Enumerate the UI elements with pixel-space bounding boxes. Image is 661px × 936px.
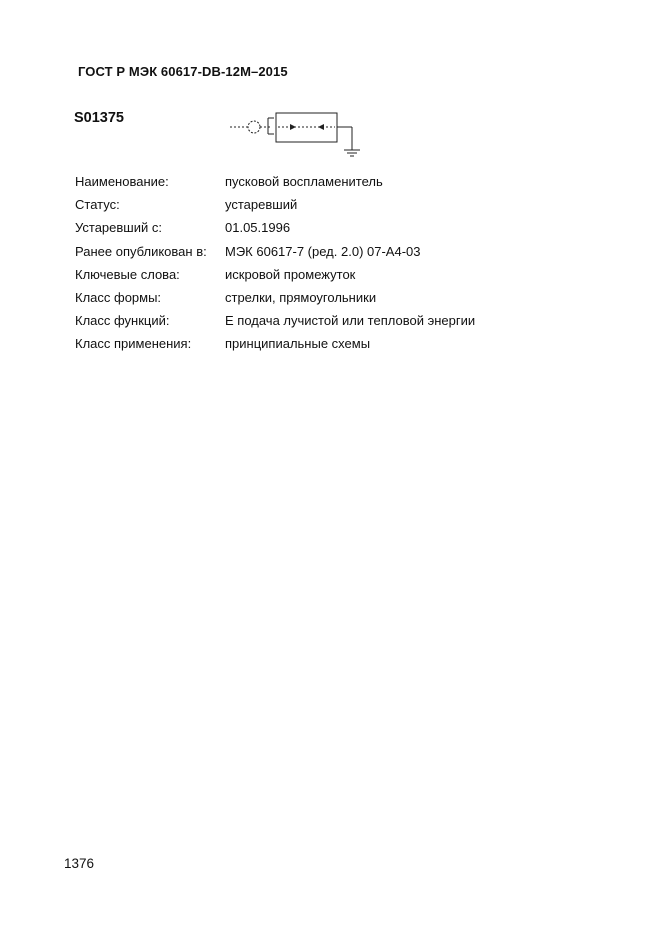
property-key: Класс применения: [75,336,192,352]
property-value: 01.05.1996 [225,220,291,236]
property-key: Статус: [75,197,120,213]
property-value: E подача лучистой или тепловой энергии [225,313,476,329]
page-number: 1376 [64,856,95,871]
property-value: устаревший [225,197,298,213]
property-value: искровой промежуток [225,266,356,282]
property-key: Наименование: [75,174,169,189]
property-value: принципиальные схемы [225,336,371,352]
right-pointing-arrow [290,124,296,130]
property-key: Ключевые слова: [75,266,180,282]
property-value: пусковой воспламенитель [225,174,383,189]
property-key: Устаревший с: [75,220,162,236]
property-key: Класс функций: [75,313,170,329]
document-header: ГОСТ Р МЭК 60617-DB-12M–2015 [78,64,288,79]
property-key: Класс формы: [75,289,162,305]
starter-igniter-symbol-figure [228,110,368,160]
symbol-id: S01375 [74,110,124,126]
left-pointing-arrow [318,124,324,130]
property-value: стрелки, прямоугольники [225,289,377,305]
dashed-circle [248,121,260,133]
property-key: Ранее опубликован в: [75,243,207,259]
property-value: МЭК 60617-7 (ред. 2.0) 07-A4-03 [225,243,421,259]
